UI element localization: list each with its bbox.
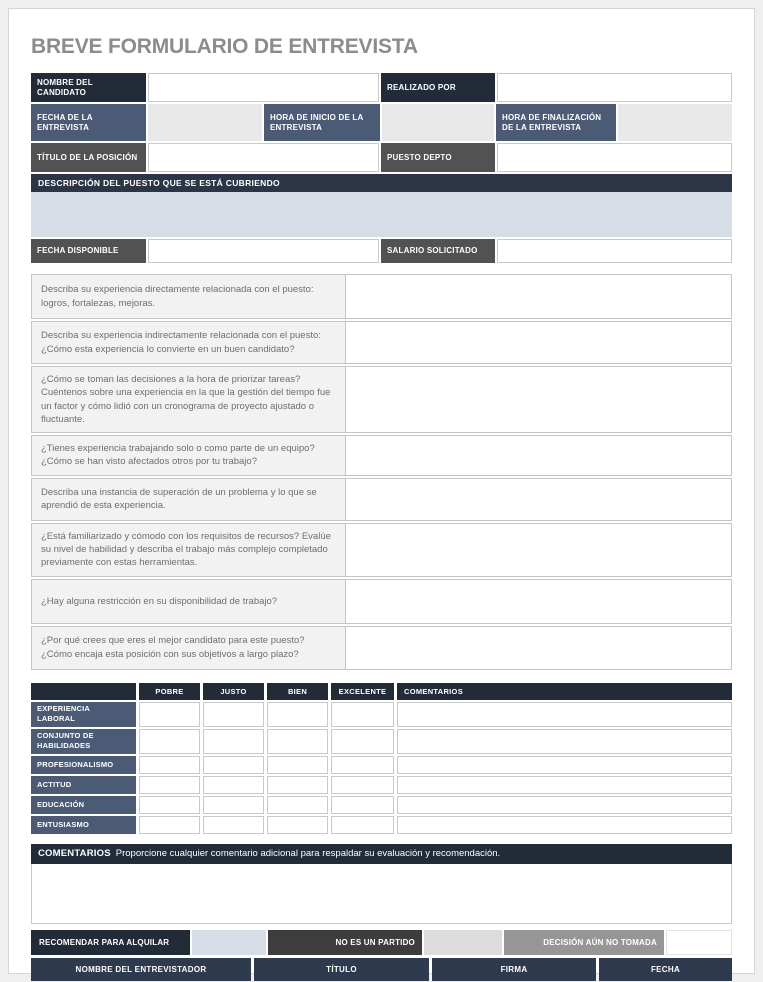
- rating-cell[interactable]: [267, 796, 328, 814]
- rating-cell[interactable]: [203, 756, 264, 774]
- rating-cell[interactable]: [139, 796, 200, 814]
- answer-field[interactable]: [346, 626, 732, 670]
- comments-hint: Proporcione cualquier comentario adicional para respaldar su evaluación y recomendación.: [115, 848, 501, 860]
- rating-header-row: [31, 683, 732, 700]
- rating-row-label: EDUCACIÓN: [31, 796, 136, 814]
- job-description-header: DESCRIPCIÓN DEL PUESTO QUE SE ESTÁ CUBRIENDO: [31, 174, 732, 192]
- rating-cell[interactable]: [139, 702, 200, 727]
- available-date-field[interactable]: [148, 239, 379, 263]
- answer-field[interactable]: [346, 321, 732, 364]
- rating-cell[interactable]: [203, 776, 264, 794]
- rating-cell[interactable]: [139, 729, 200, 754]
- rating-cell[interactable]: [267, 756, 328, 774]
- rating-cell[interactable]: [267, 729, 328, 754]
- rating-cell[interactable]: [331, 702, 394, 727]
- answer-field[interactable]: [346, 523, 732, 577]
- decision-no-match-label: NO ES UN PARTIDO: [268, 930, 422, 955]
- rating-row: [31, 729, 732, 754]
- rating-cell[interactable]: [267, 816, 328, 834]
- signature-col-signature: FIRMA: [432, 958, 596, 981]
- question-text: Describa una instancia de superación de un problema y lo que se aprendió de esta experiencia.: [31, 478, 346, 521]
- questions-table: [31, 274, 732, 670]
- position-title-field[interactable]: [148, 143, 379, 172]
- rating-comment-cell[interactable]: [397, 702, 732, 727]
- question-text: ¿Por qué crees que eres el mejor candidato para este puesto? ¿Cómo encaja esta posición con sus objetivos a largo plazo?: [31, 626, 346, 670]
- rating-cell[interactable]: [139, 776, 200, 794]
- question-text: ¿Cómo se toman las decisiones a la hora de priorizar tareas? Cuéntenos sobre una experiencia en la que la gestión del tiempo fue un factor y cómo lidió con un cronograma de proyecto ajustado o fluctuante.: [31, 366, 346, 433]
- comments-section: [31, 844, 732, 924]
- candidate-name-label: NOMBRE DEL CANDIDATO: [31, 73, 146, 102]
- rating-row-label: ENTUSIASMO: [31, 816, 136, 834]
- question-text: ¿Está familiarizado y cómodo con los requisitos de recursos? Evalúe su nivel de habilidad y describa el trabajo más complejo completado previamente con estas herramientas.: [31, 523, 346, 577]
- department-field[interactable]: [497, 143, 732, 172]
- signature-col-interviewer-name: NOMBRE DEL ENTREVISTADOR: [31, 958, 251, 981]
- conducted-by-label: REALIZADO POR: [381, 73, 495, 102]
- interview-date-field[interactable]: [148, 104, 262, 141]
- question-row: [31, 274, 732, 319]
- rating-row-label: EXPERIENCIA LABORAL: [31, 702, 136, 727]
- rating-cell[interactable]: [331, 729, 394, 754]
- question-row: [31, 435, 732, 476]
- rating-cell[interactable]: [203, 816, 264, 834]
- rating-cell[interactable]: [331, 776, 394, 794]
- interview-date-label: FECHA DE LA ENTREVISTA: [31, 104, 146, 141]
- info-row-2: [31, 104, 732, 141]
- job-description-field[interactable]: [31, 192, 732, 237]
- rating-cell[interactable]: [331, 756, 394, 774]
- info-row-3: [31, 143, 732, 172]
- rating-cell[interactable]: [203, 729, 264, 754]
- rating-table: [31, 683, 732, 834]
- position-title-label: TÍTULO DE LA POSICIÓN: [31, 143, 146, 172]
- rating-row: [31, 756, 732, 774]
- rating-comment-cell[interactable]: [397, 816, 732, 834]
- rating-cell[interactable]: [331, 816, 394, 834]
- start-time-field[interactable]: [382, 104, 494, 141]
- available-date-label: FECHA DISPONIBLE: [31, 239, 146, 263]
- rating-col-justo: JUSTO: [203, 683, 264, 700]
- rating-cell[interactable]: [267, 776, 328, 794]
- rating-cell[interactable]: [203, 702, 264, 727]
- rating-row: [31, 796, 732, 814]
- decision-recommend-label: RECOMENDAR PARA ALQUILAR: [31, 930, 190, 955]
- rating-col-excelente: EXCELENTE: [331, 683, 394, 700]
- answer-field[interactable]: [346, 435, 732, 476]
- rating-comment-cell[interactable]: [397, 796, 732, 814]
- comments-label: COMENTARIOS: [38, 848, 111, 860]
- rating-cell[interactable]: [139, 816, 200, 834]
- rating-col-pobre: POBRE: [139, 683, 200, 700]
- end-time-label: HORA DE FINALIZACIÓN DE LA ENTREVISTA: [496, 104, 616, 141]
- rating-col-bien: BIEN: [267, 683, 328, 700]
- rating-row: [31, 776, 732, 794]
- question-row: [31, 579, 732, 624]
- rating-corner-cell: [31, 683, 136, 700]
- comments-header: [31, 844, 732, 864]
- conducted-by-field[interactable]: [497, 73, 732, 102]
- salary-field[interactable]: [497, 239, 732, 263]
- end-time-field[interactable]: [618, 104, 732, 141]
- question-row: [31, 478, 732, 521]
- signature-col-date: FECHA: [599, 958, 732, 981]
- comments-field[interactable]: [31, 864, 732, 924]
- rating-cell[interactable]: [331, 796, 394, 814]
- question-text: Describa su experiencia indirectamente relacionada con el puesto: ¿Cómo esta experiencia lo convierte en un buen candidato?: [31, 321, 346, 364]
- rating-cell[interactable]: [203, 796, 264, 814]
- decision-row: [31, 930, 732, 955]
- rating-cell[interactable]: [139, 756, 200, 774]
- salary-label: SALARIO SOLICITADO: [381, 239, 495, 263]
- decision-undecided-field[interactable]: [666, 930, 732, 955]
- candidate-name-field[interactable]: [148, 73, 379, 102]
- decision-undecided-label: DECISIÓN AÚN NO TOMADA: [504, 930, 664, 955]
- rating-comment-cell[interactable]: [397, 776, 732, 794]
- rating-row-label: ACTITUD: [31, 776, 136, 794]
- decision-no-match-field[interactable]: [424, 930, 502, 955]
- question-text: ¿Tienes experiencia trabajando solo o como parte de un equipo? ¿Cómo se han visto afectados otros por tu trabajo?: [31, 435, 346, 476]
- question-row: [31, 366, 732, 433]
- info-row-1: [31, 73, 732, 102]
- answer-field[interactable]: [346, 579, 732, 624]
- department-label: PUESTO DEPTO: [381, 143, 495, 172]
- rating-row-label: PROFESIONALISMO: [31, 756, 136, 774]
- rating-cell[interactable]: [267, 702, 328, 727]
- question-row: [31, 321, 732, 364]
- decision-recommend-field[interactable]: [192, 930, 266, 955]
- question-row: [31, 523, 732, 577]
- answer-field[interactable]: [346, 366, 732, 433]
- rating-col-comentarios: COMENTARIOS: [397, 683, 732, 700]
- rating-row: [31, 702, 732, 727]
- rating-comment-cell[interactable]: [397, 756, 732, 774]
- form-page: [8, 8, 755, 974]
- rating-row: [31, 816, 732, 834]
- rating-comment-cell[interactable]: [397, 729, 732, 754]
- signature-header-row: [31, 958, 732, 981]
- question-text: ¿Hay alguna restricción en su disponibilidad de trabajo?: [31, 579, 346, 624]
- start-time-label: HORA DE INICIO DE LA ENTREVISTA: [264, 104, 380, 141]
- answer-field[interactable]: [346, 274, 732, 319]
- rating-row-label: CONJUNTO DE HABILIDADES: [31, 729, 136, 754]
- answer-field[interactable]: [346, 478, 732, 521]
- question-text: Describa su experiencia directamente relacionada con el puesto: logros, fortalezas, mejoras.: [31, 274, 346, 319]
- signature-col-title: TÍTULO: [254, 958, 429, 981]
- question-row: [31, 626, 732, 670]
- page-title: BREVE FORMULARIO DE ENTREVISTA: [31, 35, 418, 58]
- info-row-4: [31, 239, 732, 263]
